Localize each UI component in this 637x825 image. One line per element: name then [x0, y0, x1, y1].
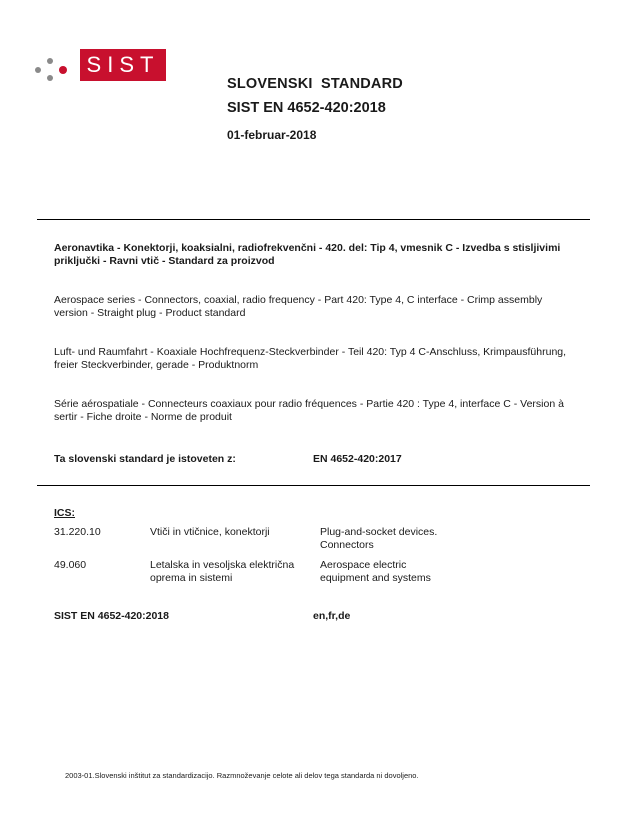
summary-code: SIST EN 4652-420:2018: [54, 610, 169, 622]
sist-logo: SIST: [80, 49, 166, 81]
standard-heading: SLOVENSKI STANDARD: [227, 76, 403, 92]
title-slovenian: Aeronavtika - Konektorji, koaksialni, radiofrekvenčni - 420. del: Tip 4, vmesnik C - Izvedba s stisljivimi priključki - Ravni vtič - Standard za proizvod: [54, 242, 561, 267]
ics-description-en: Aerospace electric equipment and systems: [320, 559, 431, 584]
divider-bottom: [37, 485, 590, 486]
standard-date: 01-februar-2018: [227, 128, 317, 142]
ics-code: 31.220.10: [54, 526, 101, 538]
summary-languages: en,fr,de: [313, 610, 351, 622]
ics-description-sl: Letalska in vesoljska električna oprema in sistemi: [150, 559, 295, 584]
identical-label: Ta slovenski standard je istoveten z:: [54, 453, 236, 465]
title-french: Série aérospatiale - Connecteurs coaxiaux pour radio fréquences - Partie 420 : Type 4, interface C - Version à sertir - Fiche droite - Norme de produit: [54, 398, 564, 423]
identical-value: EN 4652-420:2017: [313, 453, 402, 465]
title-english: Aerospace series - Connectors, coaxial, radio frequency - Part 420: Type 4, C interface - Crimp assembly version - Straight plug - Product standard: [54, 294, 543, 319]
divider-top: [37, 219, 590, 220]
ics-code: 49.060: [54, 559, 87, 571]
copyright-footer: 2003-01.Slovenski inštitut za standardizacijo. Razmnoževanje celote ali delov tega standarda ni dovoljeno.: [65, 771, 419, 780]
title-german: Luft- und Raumfahrt - Koaxiale Hochfrequenz-Steckverbinder - Teil 420: Typ 4 C-Anschluss, Krimpausführung, freier Steckverbinder, gerade - Produktnorm: [54, 346, 567, 371]
ics-description-en: Plug-and-socket devices. Connectors: [320, 526, 438, 551]
logo-dots-icon: [33, 50, 73, 82]
ics-description-sl: Vtiči in vtičnice, konektorji: [150, 526, 270, 538]
ics-heading: ICS:: [54, 507, 75, 519]
standard-number: SIST EN 4652-420:2018: [227, 100, 386, 116]
